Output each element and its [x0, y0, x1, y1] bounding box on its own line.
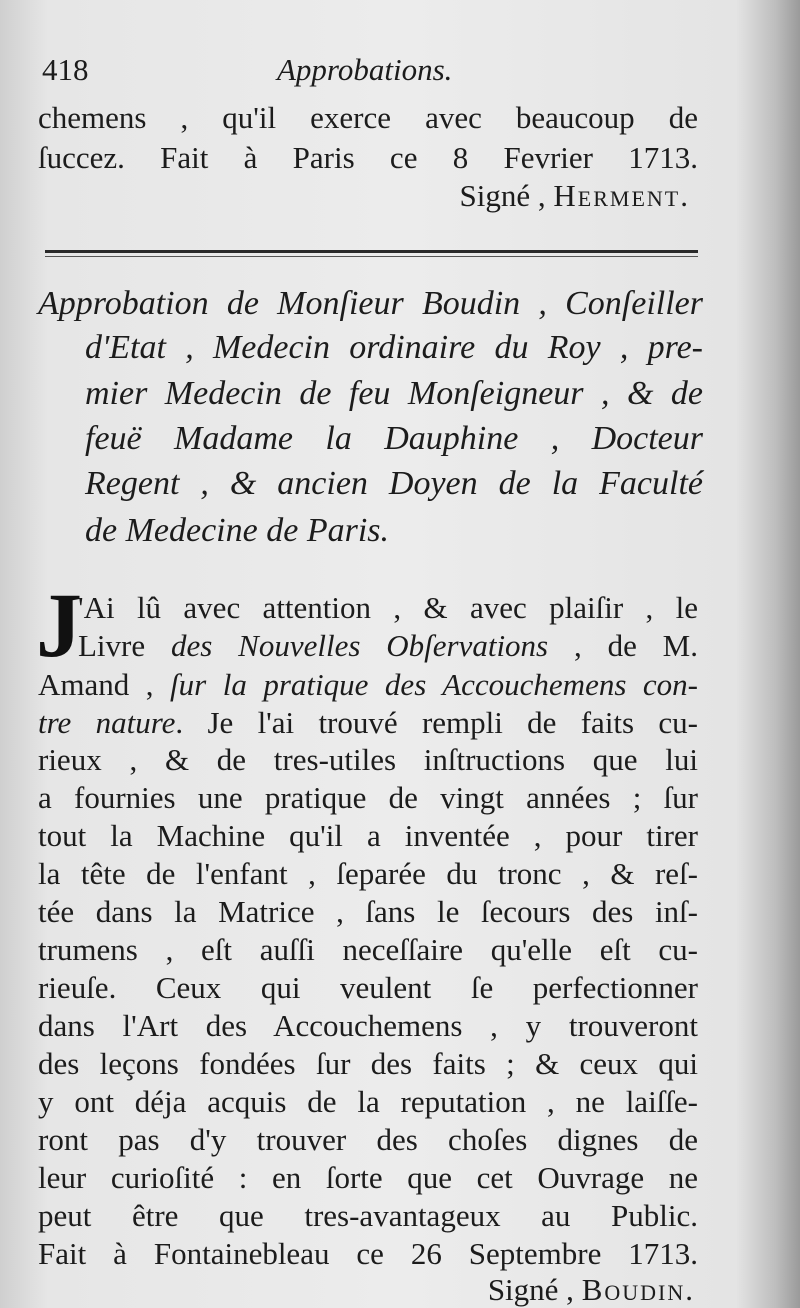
signature-boudin	[38, 1272, 695, 1308]
text-run: Amand ,	[38, 667, 171, 702]
text-line: 'Ai lû avec attention , & avec plaiſir , le	[78, 590, 698, 625]
text-line: trumens , eſt auſſi neceſſaire qu'elle eſt cu-	[38, 932, 698, 967]
text-line: y ont déja acquis de la reputation , ne laiſſe-	[38, 1084, 698, 1119]
text-run: , de M.	[548, 628, 698, 663]
text-line	[78, 628, 698, 664]
signature-prefix: Signé ,	[487, 1272, 574, 1307]
text-line: ſuccez. Fait à Paris ce 8 Fevrier 1713.	[38, 140, 698, 175]
text-run-italic: ſur la pratique des Accouchemens con-	[170, 667, 698, 702]
text-line: la tête de l'enfant , ſeparée du tronc , & reſ-	[38, 856, 698, 891]
text-line: ront pas d'y trouver des choſes dignes de	[38, 1122, 698, 1157]
running-title: Approbations.	[277, 52, 453, 87]
text-line: chemens , qu'il exerce avec beaucoup de	[38, 100, 698, 135]
bleed-through	[60, 562, 680, 582]
approbation-heading-line: de Medecine de Paris.	[85, 512, 389, 549]
text-line: dans l'Art des Accouchemens , y trouveront	[38, 1008, 698, 1043]
text-run: . Je l'ai trouvé rempli de faits cu-	[175, 705, 698, 740]
text-line	[38, 705, 698, 741]
approbation-heading-line: Regent , & ancien Doyen de la Faculté	[85, 465, 703, 502]
signature-name: Herment.	[553, 178, 690, 213]
drop-cap: J	[36, 574, 82, 676]
text-run: Livre	[78, 628, 171, 663]
text-run-italic: tre nature	[38, 705, 176, 740]
approbation-heading-line: Approbation de Monſieur Boudin , Conſeiller	[38, 285, 703, 322]
page-number: 418	[42, 52, 89, 87]
text-line: rieuſe. Ceux qui veulent ſe perfectionner	[38, 970, 698, 1005]
signature-herment	[38, 178, 690, 214]
text-run-italic: des Nouvelles Obſervations	[170, 628, 549, 663]
text-line: des leçons fondées ſur des faits ; & ceux qui	[38, 1046, 698, 1081]
approbation-heading-line: feuë Madame la Dauphine , Docteur	[85, 420, 703, 457]
approbation-heading-line: mier Medecin de feu Monſeigneur , & de	[85, 375, 703, 412]
signature-prefix: Signé ,	[459, 178, 546, 213]
text-line: leur curioſité : en ſorte que cet Ouvrage ne	[38, 1160, 698, 1195]
signature-name: Boudin.	[581, 1272, 695, 1307]
text-line: peut être que tres-avantageux au Public.	[38, 1198, 698, 1233]
approbation-heading-line: d'Etat , Medecin ordinaire du Roy , pre-	[85, 329, 703, 366]
section-divider	[45, 250, 698, 253]
text-line: a fournies une pratique de vingt années ; ſur	[38, 780, 698, 815]
text-line: rieux , & de tres-utiles inſtructions que lui	[38, 742, 698, 777]
text-line: tée dans la Matrice , ſans le ſecours des inſ-	[38, 894, 698, 929]
text-line: tout la Machine qu'il a inventée , pour tirer	[38, 818, 698, 853]
text-line: Fait à Fontainebleau ce 26 Septembre 1713.	[38, 1236, 698, 1271]
text-line	[38, 667, 698, 703]
